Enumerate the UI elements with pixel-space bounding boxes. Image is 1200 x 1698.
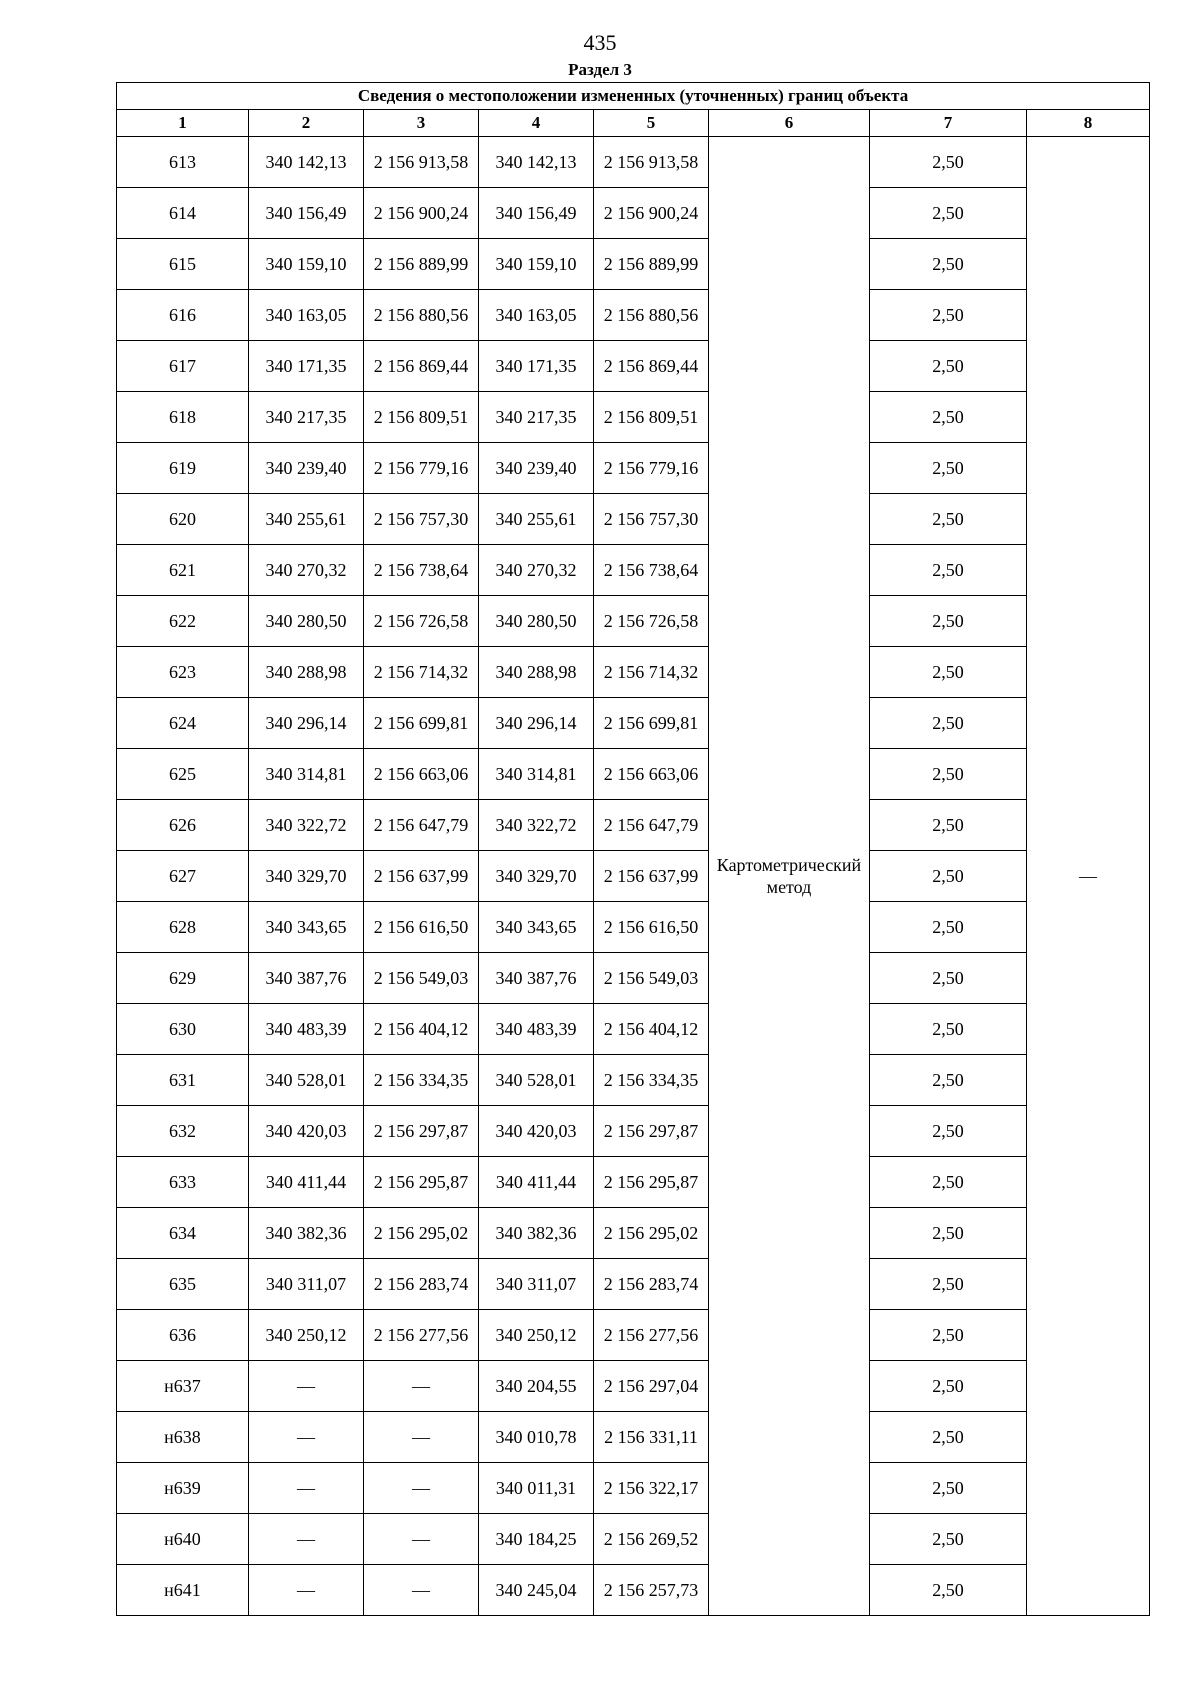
point-number-cell: 619 — [117, 443, 249, 494]
column-number-3: 3 — [364, 110, 479, 137]
point-number-cell: 622 — [117, 596, 249, 647]
new-y-cell: 2 156 726,58 — [594, 596, 709, 647]
point-number-cell: 629 — [117, 953, 249, 1004]
new-y-cell: 2 156 295,87 — [594, 1157, 709, 1208]
new-x-cell: 340 245,04 — [479, 1565, 594, 1616]
new-x-cell: 340 171,35 — [479, 341, 594, 392]
point-number-cell: 613 — [117, 137, 249, 188]
old-x-cell: 340 163,05 — [249, 290, 364, 341]
column-number-5: 5 — [594, 110, 709, 137]
accuracy-cell: 2,50 — [870, 1310, 1027, 1361]
new-x-cell: 340 184,25 — [479, 1514, 594, 1565]
table-row — [117, 545, 1150, 596]
old-x-cell: 340 411,44 — [249, 1157, 364, 1208]
point-number-cell: 627 — [117, 851, 249, 902]
table-row — [117, 137, 1150, 188]
old-x-cell: 340 142,13 — [249, 137, 364, 188]
point-number-cell: 625 — [117, 749, 249, 800]
new-y-cell: 2 156 331,11 — [594, 1412, 709, 1463]
old-y-cell: 2 156 404,12 — [364, 1004, 479, 1055]
old-x-cell: 340 239,40 — [249, 443, 364, 494]
new-y-cell: 2 156 757,30 — [594, 494, 709, 545]
table-row — [117, 341, 1150, 392]
point-number-cell: н639 — [117, 1463, 249, 1514]
new-y-cell: 2 156 549,03 — [594, 953, 709, 1004]
table-row — [117, 698, 1150, 749]
table-row — [117, 443, 1150, 494]
table-row — [117, 902, 1150, 953]
table-row — [117, 1055, 1150, 1106]
old-x-cell: 340 280,50 — [249, 596, 364, 647]
old-y-cell: 2 156 913,58 — [364, 137, 479, 188]
old-x-cell: 340 329,70 — [249, 851, 364, 902]
table-row — [117, 749, 1150, 800]
new-y-cell: 2 156 295,02 — [594, 1208, 709, 1259]
point-number-cell: 617 — [117, 341, 249, 392]
table-row — [117, 1412, 1150, 1463]
accuracy-cell: 2,50 — [870, 443, 1027, 494]
new-y-cell: 2 156 269,52 — [594, 1514, 709, 1565]
old-x-cell: 340 314,81 — [249, 749, 364, 800]
table-row — [117, 647, 1150, 698]
point-number-cell: н638 — [117, 1412, 249, 1463]
old-x-cell: 340 171,35 — [249, 341, 364, 392]
table-row — [117, 188, 1150, 239]
column-number-4: 4 — [479, 110, 594, 137]
old-x-cell: 340 528,01 — [249, 1055, 364, 1106]
old-y-cell: 2 156 889,99 — [364, 239, 479, 290]
coordinates-table — [116, 82, 1150, 1616]
old-y-cell: 2 156 869,44 — [364, 341, 479, 392]
accuracy-cell: 2,50 — [870, 137, 1027, 188]
new-y-cell: 2 156 322,17 — [594, 1463, 709, 1514]
old-x-cell: 340 250,12 — [249, 1310, 364, 1361]
table-body — [117, 137, 1150, 1616]
accuracy-cell: 2,50 — [870, 851, 1027, 902]
new-x-cell: 340 163,05 — [479, 290, 594, 341]
new-x-cell: 340 322,72 — [479, 800, 594, 851]
new-x-cell: 340 280,50 — [479, 596, 594, 647]
old-y-cell: 2 156 295,02 — [364, 1208, 479, 1259]
column-number-7: 7 — [870, 110, 1027, 137]
accuracy-cell: 2,50 — [870, 341, 1027, 392]
accuracy-cell: 2,50 — [870, 1157, 1027, 1208]
old-y-cell: 2 156 880,56 — [364, 290, 479, 341]
point-number-cell: 618 — [117, 392, 249, 443]
old-x-cell: 340 382,36 — [249, 1208, 364, 1259]
old-y-cell: — — [364, 1514, 479, 1565]
old-y-cell: 2 156 283,74 — [364, 1259, 479, 1310]
new-y-cell: 2 156 404,12 — [594, 1004, 709, 1055]
old-y-cell: 2 156 779,16 — [364, 443, 479, 494]
old-y-cell: 2 156 334,35 — [364, 1055, 479, 1106]
accuracy-cell: 2,50 — [870, 494, 1027, 545]
old-x-cell: 340 159,10 — [249, 239, 364, 290]
point-number-cell: 636 — [117, 1310, 249, 1361]
old-x-cell: 340 270,32 — [249, 545, 364, 596]
table-row — [117, 1208, 1150, 1259]
table-row — [117, 1514, 1150, 1565]
point-number-cell: 628 — [117, 902, 249, 953]
new-y-cell: 2 156 869,44 — [594, 341, 709, 392]
accuracy-cell: 2,50 — [870, 749, 1027, 800]
old-y-cell: 2 156 699,81 — [364, 698, 479, 749]
new-y-cell: 2 156 714,32 — [594, 647, 709, 698]
new-x-cell: 340 311,07 — [479, 1259, 594, 1310]
old-y-cell: 2 156 738,64 — [364, 545, 479, 596]
new-x-cell: 340 010,78 — [479, 1412, 594, 1463]
old-x-cell: 340 296,14 — [249, 698, 364, 749]
point-number-cell: 615 — [117, 239, 249, 290]
new-x-cell: 340 411,44 — [479, 1157, 594, 1208]
new-x-cell: 340 255,61 — [479, 494, 594, 545]
old-y-cell: 2 156 647,79 — [364, 800, 479, 851]
new-y-cell: 2 156 889,99 — [594, 239, 709, 290]
new-x-cell: 340 159,10 — [479, 239, 594, 290]
table-row — [117, 1004, 1150, 1055]
old-x-cell: 340 217,35 — [249, 392, 364, 443]
new-x-cell: 340 204,55 — [479, 1361, 594, 1412]
accuracy-cell: 2,50 — [870, 1004, 1027, 1055]
col8-cell: — — [1027, 137, 1150, 1616]
old-x-cell: — — [249, 1361, 364, 1412]
old-y-cell: 2 156 900,24 — [364, 188, 479, 239]
old-y-cell: — — [364, 1565, 479, 1616]
old-y-cell: 2 156 277,56 — [364, 1310, 479, 1361]
method-cell: Картометрический метод — [709, 137, 870, 1616]
accuracy-cell: 2,50 — [870, 1361, 1027, 1412]
old-y-cell: 2 156 809,51 — [364, 392, 479, 443]
point-number-cell: 616 — [117, 290, 249, 341]
table-row — [117, 1565, 1150, 1616]
old-y-cell: — — [364, 1463, 479, 1514]
accuracy-cell: 2,50 — [870, 1208, 1027, 1259]
new-y-cell: 2 156 277,56 — [594, 1310, 709, 1361]
new-y-cell: 2 156 900,24 — [594, 188, 709, 239]
point-number-cell: 633 — [117, 1157, 249, 1208]
new-y-cell: 2 156 663,06 — [594, 749, 709, 800]
point-number-cell: 614 — [117, 188, 249, 239]
old-y-cell: 2 156 663,06 — [364, 749, 479, 800]
new-x-cell: 340 420,03 — [479, 1106, 594, 1157]
new-y-cell: 2 156 637,99 — [594, 851, 709, 902]
accuracy-cell: 2,50 — [870, 698, 1027, 749]
old-y-cell: 2 156 757,30 — [364, 494, 479, 545]
table-row — [117, 596, 1150, 647]
new-x-cell: 340 217,35 — [479, 392, 594, 443]
new-x-cell: 340 011,31 — [479, 1463, 594, 1514]
old-y-cell: 2 156 549,03 — [364, 953, 479, 1004]
new-y-cell: 2 156 809,51 — [594, 392, 709, 443]
column-number-6: 6 — [709, 110, 870, 137]
new-x-cell: 340 288,98 — [479, 647, 594, 698]
new-x-cell: 340 528,01 — [479, 1055, 594, 1106]
new-x-cell: 340 142,13 — [479, 137, 594, 188]
new-x-cell: 340 239,40 — [479, 443, 594, 494]
new-x-cell: 340 387,76 — [479, 953, 594, 1004]
table-row — [117, 1310, 1150, 1361]
page-number: 435 — [583, 30, 617, 55]
accuracy-cell: 2,50 — [870, 596, 1027, 647]
old-y-cell: — — [364, 1412, 479, 1463]
point-number-cell: 630 — [117, 1004, 249, 1055]
old-x-cell: 340 343,65 — [249, 902, 364, 953]
point-number-cell: н641 — [117, 1565, 249, 1616]
point-number-cell: н637 — [117, 1361, 249, 1412]
old-x-cell: 340 322,72 — [249, 800, 364, 851]
new-x-cell: 340 250,12 — [479, 1310, 594, 1361]
new-y-cell: 2 156 647,79 — [594, 800, 709, 851]
accuracy-cell: 2,50 — [870, 953, 1027, 1004]
point-number-cell: 620 — [117, 494, 249, 545]
table-row — [117, 800, 1150, 851]
new-x-cell: 340 483,39 — [479, 1004, 594, 1055]
table-row — [117, 851, 1150, 902]
new-x-cell: 340 314,81 — [479, 749, 594, 800]
old-y-cell: 2 156 297,87 — [364, 1106, 479, 1157]
point-number-cell: 623 — [117, 647, 249, 698]
point-number-cell: 631 — [117, 1055, 249, 1106]
accuracy-cell: 2,50 — [870, 1514, 1027, 1565]
old-y-cell: 2 156 714,32 — [364, 647, 479, 698]
new-y-cell: 2 156 334,35 — [594, 1055, 709, 1106]
point-number-cell: 626 — [117, 800, 249, 851]
old-x-cell: 340 156,49 — [249, 188, 364, 239]
old-x-cell: 340 483,39 — [249, 1004, 364, 1055]
point-number-cell: 634 — [117, 1208, 249, 1259]
new-y-cell: 2 156 283,74 — [594, 1259, 709, 1310]
accuracy-cell: 2,50 — [870, 902, 1027, 953]
accuracy-cell: 2,50 — [870, 545, 1027, 596]
point-number-cell: 624 — [117, 698, 249, 749]
table-row — [117, 392, 1150, 443]
table-row — [117, 1259, 1150, 1310]
accuracy-cell: 2,50 — [870, 1412, 1027, 1463]
accuracy-cell: 2,50 — [870, 1055, 1027, 1106]
table-row — [117, 239, 1150, 290]
table-row — [117, 953, 1150, 1004]
new-y-cell: 2 156 913,58 — [594, 137, 709, 188]
section-title: Раздел 3 — [568, 60, 632, 79]
old-y-cell: 2 156 637,99 — [364, 851, 479, 902]
old-y-cell: 2 156 295,87 — [364, 1157, 479, 1208]
column-number-2: 2 — [249, 110, 364, 137]
table-row — [117, 1157, 1150, 1208]
old-x-cell: — — [249, 1565, 364, 1616]
old-x-cell: 340 311,07 — [249, 1259, 364, 1310]
old-y-cell: 2 156 726,58 — [364, 596, 479, 647]
new-x-cell: 340 329,70 — [479, 851, 594, 902]
point-number-cell: н640 — [117, 1514, 249, 1565]
accuracy-cell: 2,50 — [870, 290, 1027, 341]
new-y-cell: 2 156 616,50 — [594, 902, 709, 953]
new-y-cell: 2 156 257,73 — [594, 1565, 709, 1616]
accuracy-cell: 2,50 — [870, 239, 1027, 290]
new-x-cell: 340 343,65 — [479, 902, 594, 953]
old-x-cell: — — [249, 1412, 364, 1463]
accuracy-cell: 2,50 — [870, 188, 1027, 239]
table-row — [117, 1106, 1150, 1157]
new-x-cell: 340 270,32 — [479, 545, 594, 596]
table-row — [117, 494, 1150, 545]
old-y-cell: 2 156 616,50 — [364, 902, 479, 953]
point-number-cell: 635 — [117, 1259, 249, 1310]
accuracy-cell: 2,50 — [870, 800, 1027, 851]
accuracy-cell: 2,50 — [870, 392, 1027, 443]
old-x-cell: 340 255,61 — [249, 494, 364, 545]
accuracy-cell: 2,50 — [870, 1259, 1027, 1310]
column-number-row — [117, 110, 1150, 137]
column-number-1: 1 — [117, 110, 249, 137]
new-x-cell: 340 382,36 — [479, 1208, 594, 1259]
new-y-cell: 2 156 880,56 — [594, 290, 709, 341]
accuracy-cell: 2,50 — [870, 1565, 1027, 1616]
new-y-cell: 2 156 699,81 — [594, 698, 709, 749]
accuracy-cell: 2,50 — [870, 1106, 1027, 1157]
point-number-cell: 621 — [117, 545, 249, 596]
table-caption: Сведения о местоположении измененных (уточненных) границ объекта — [117, 83, 1150, 110]
old-x-cell: 340 420,03 — [249, 1106, 364, 1157]
old-x-cell: 340 387,76 — [249, 953, 364, 1004]
point-number-cell: 632 — [117, 1106, 249, 1157]
new-y-cell: 2 156 738,64 — [594, 545, 709, 596]
column-number-8: 8 — [1027, 110, 1150, 137]
new-x-cell: 340 296,14 — [479, 698, 594, 749]
new-x-cell: 340 156,49 — [479, 188, 594, 239]
new-y-cell: 2 156 297,04 — [594, 1361, 709, 1412]
old-x-cell: — — [249, 1463, 364, 1514]
old-y-cell: — — [364, 1361, 479, 1412]
accuracy-cell: 2,50 — [870, 1463, 1027, 1514]
new-y-cell: 2 156 779,16 — [594, 443, 709, 494]
new-y-cell: 2 156 297,87 — [594, 1106, 709, 1157]
old-x-cell: — — [249, 1514, 364, 1565]
table-row — [117, 1463, 1150, 1514]
table-row — [117, 1361, 1150, 1412]
old-x-cell: 340 288,98 — [249, 647, 364, 698]
table-row — [117, 290, 1150, 341]
accuracy-cell: 2,50 — [870, 647, 1027, 698]
